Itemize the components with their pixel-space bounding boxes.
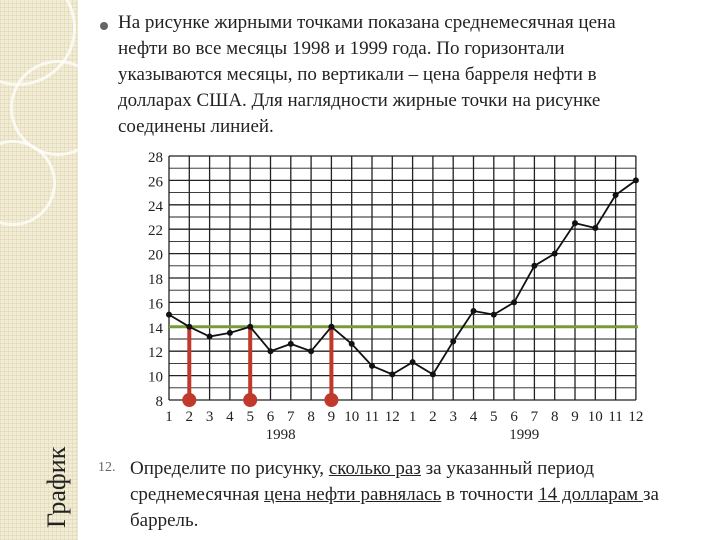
x-tick-label: 3 (449, 409, 457, 425)
x-tick-label: 8 (550, 409, 559, 425)
x-tick-label: 5 (246, 409, 254, 425)
x-tick-label: 12 (384, 409, 400, 425)
y-tick-label: 12 (148, 345, 163, 362)
data-point (531, 263, 537, 269)
question-number: 12. (98, 460, 116, 475)
price-series-line (169, 180, 636, 374)
x-tick-label: 10 (587, 409, 603, 425)
question-part: за указанный период среднемесячная (130, 458, 595, 505)
data-point (308, 348, 314, 354)
x-tick-label: 6 (510, 409, 518, 425)
data-point (471, 308, 477, 314)
x-tick-label: 5 (490, 409, 498, 425)
data-point (166, 312, 172, 318)
data-point (227, 330, 233, 336)
data-point (430, 371, 436, 377)
data-point (592, 225, 598, 231)
x-tick-label: 7 (530, 409, 539, 425)
data-point (328, 324, 334, 330)
question-part: в точности (441, 484, 539, 505)
y-tick-label: 26 (148, 174, 163, 191)
data-point (633, 177, 639, 183)
data-point (349, 341, 355, 347)
x-tick-label: 4 (226, 409, 234, 425)
question-part: цена нефти равнялась (264, 484, 442, 505)
data-point (410, 359, 416, 365)
x-tick-label: 3 (205, 409, 214, 425)
data-point (552, 251, 558, 257)
x-tick-label: 11 (608, 409, 623, 425)
x-tick-label: 9 (327, 409, 336, 425)
question-text (130, 456, 700, 534)
y-tick-label: 10 (148, 369, 163, 386)
data-point (268, 348, 274, 354)
question-part: 14 долларам (538, 484, 643, 505)
y-tick-label: 18 (148, 272, 163, 288)
y-tick-label: 22 (148, 223, 163, 240)
data-point (511, 299, 517, 305)
data-point (450, 338, 456, 344)
x-tick-label: 2 (185, 409, 194, 425)
data-point (369, 363, 375, 369)
y-tick-label: 14 (148, 320, 163, 337)
x-tick-label: 8 (307, 409, 315, 425)
x-tick-label: 6 (266, 409, 275, 425)
bullet-icon (100, 22, 108, 30)
y-tick-label: 20 (148, 247, 163, 264)
x-tick-label: 4 (469, 409, 478, 425)
year-label: 1999 (509, 427, 540, 443)
data-point (572, 220, 578, 226)
x-tick-label: 1 (408, 409, 417, 425)
question-part: за баррель. (130, 484, 659, 531)
data-point (207, 334, 213, 340)
data-point (247, 324, 253, 330)
data-point (491, 312, 497, 318)
y-tick-label: 24 (148, 198, 163, 215)
year-label: 1998 (265, 427, 296, 443)
data-point (613, 192, 619, 198)
x-tick-label: 2 (429, 409, 437, 425)
x-tick-label: 1 (165, 409, 173, 425)
slide-title: График (42, 446, 71, 528)
highlight-marker-dot (243, 393, 257, 407)
data-point (186, 324, 192, 330)
question-part: Определите по рисунку, (130, 458, 329, 479)
x-tick-label: 12 (628, 409, 644, 425)
data-point (389, 371, 395, 377)
data-point (288, 341, 294, 347)
y-tick-label: 8 (155, 394, 163, 410)
highlight-marker-dot (182, 393, 196, 407)
y-tick-label: 28 (148, 150, 163, 166)
question-part: сколько раз (328, 458, 421, 479)
intro-paragraph: На рисунке жирными точками показана среднемесячная цена нефти во все месяцы 1998 и 1999 года. По горизонтали указываются месяцы, по вертикали – цена барреля нефти в долларах США. Для наглядности жирные точки на рисунке соединены линией. (118, 12, 616, 137)
x-tick-label: 9 (571, 409, 579, 425)
highlight-marker-dot (324, 393, 338, 407)
x-tick-label: 11 (364, 409, 380, 425)
x-tick-label: 7 (287, 409, 295, 425)
x-tick-label: 10 (344, 409, 360, 425)
y-tick-label: 16 (148, 296, 163, 313)
